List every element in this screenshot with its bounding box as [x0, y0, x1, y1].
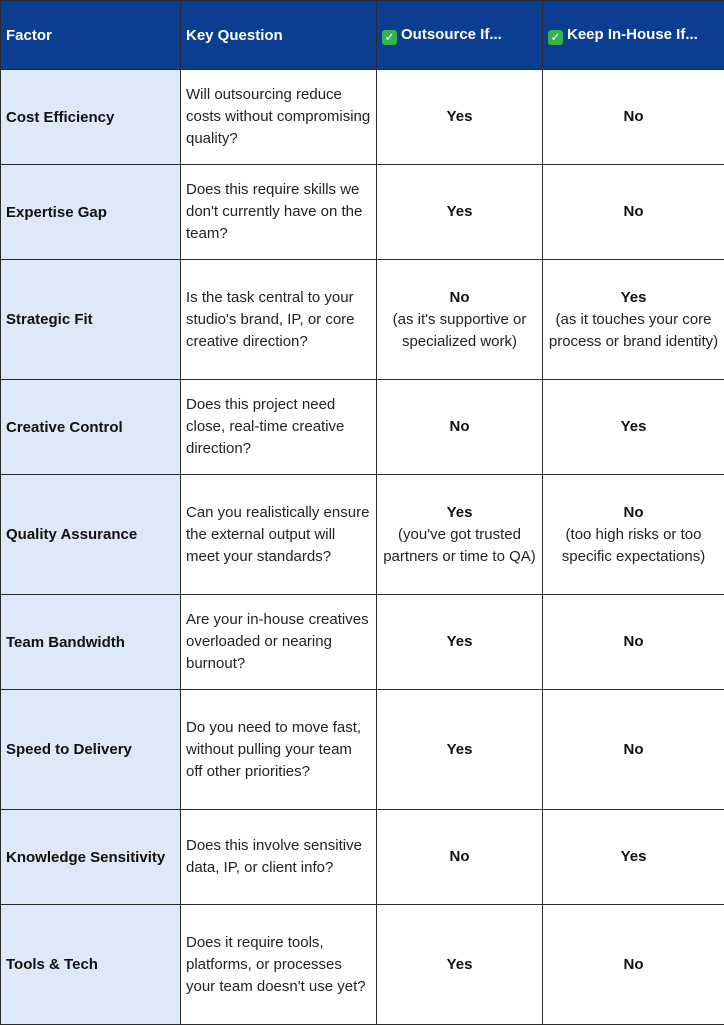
header-key-question: Key Question	[181, 1, 377, 70]
factor-cell: Creative Control	[1, 380, 181, 475]
in-house-cell	[543, 165, 724, 260]
in-house-cell	[543, 810, 724, 905]
factor-cell: Speed to Delivery	[1, 690, 181, 810]
question-cell: Does this involve sensitive data, IP, or client info?	[181, 810, 377, 905]
table-row	[1, 475, 724, 595]
outsource-answer: Yes	[382, 954, 537, 976]
header-in-house	[543, 1, 724, 70]
header-outsource-label: Outsource If...	[401, 26, 502, 43]
in-house-answer: Yes	[548, 416, 719, 438]
check-mark-icon: ✓	[382, 30, 397, 45]
outsource-cell	[377, 165, 543, 260]
outsource-note: (you've got trusted partners or time to QA)	[382, 524, 537, 568]
header-in-house-label: Keep In-House If...	[567, 26, 698, 43]
in-house-answer: Yes	[548, 846, 719, 868]
outsource-cell	[377, 70, 543, 165]
in-house-cell	[543, 70, 724, 165]
question-cell: Will outsourcing reduce costs without compromising quality?	[181, 70, 377, 165]
table-row	[1, 810, 724, 905]
question-cell: Can you realistically ensure the external output will meet your standards?	[181, 475, 377, 595]
factor-cell: Tools & Tech	[1, 905, 181, 1025]
in-house-cell	[543, 260, 724, 380]
in-house-cell	[543, 475, 724, 595]
outsource-cell	[377, 380, 543, 475]
outsource-cell	[377, 690, 543, 810]
in-house-note: (as it touches your core process or brand identity)	[548, 309, 719, 353]
header-row	[1, 1, 724, 70]
factor-cell: Cost Efficiency	[1, 70, 181, 165]
outsource-cell	[377, 810, 543, 905]
in-house-cell	[543, 690, 724, 810]
outsource-answer: No	[382, 287, 537, 309]
outsource-answer: No	[382, 416, 537, 438]
outsource-answer: Yes	[382, 502, 537, 524]
question-cell: Is the task central to your studio's brand, IP, or core creative direction?	[181, 260, 377, 380]
outsource-answer: Yes	[382, 201, 537, 223]
outsource-answer: Yes	[382, 106, 537, 128]
table-row	[1, 380, 724, 475]
factor-cell: Knowledge Sensitivity	[1, 810, 181, 905]
header-outsource	[377, 1, 543, 70]
in-house-cell	[543, 595, 724, 690]
in-house-cell	[543, 380, 724, 475]
outsource-cell	[377, 260, 543, 380]
table-row	[1, 70, 724, 165]
outsource-answer: No	[382, 846, 537, 868]
header-factor: Factor	[1, 1, 181, 70]
question-cell: Are your in-house creatives overloaded or nearing burnout?	[181, 595, 377, 690]
table-row	[1, 690, 724, 810]
question-cell: Do you need to move fast, without pulling your team off other priorities?	[181, 690, 377, 810]
table-row	[1, 260, 724, 380]
table-row	[1, 165, 724, 260]
in-house-cell	[543, 905, 724, 1025]
in-house-answer: No	[548, 201, 719, 223]
table-row	[1, 595, 724, 690]
table-row	[1, 905, 724, 1025]
in-house-answer: No	[548, 106, 719, 128]
question-cell: Does this require skills we don't currently have on the team?	[181, 165, 377, 260]
factor-cell: Team Bandwidth	[1, 595, 181, 690]
in-house-answer: No	[548, 954, 719, 976]
in-house-answer: No	[548, 739, 719, 761]
factor-cell: Strategic Fit	[1, 260, 181, 380]
outsource-cell	[377, 475, 543, 595]
outsource-cell	[377, 595, 543, 690]
outsource-note: (as it's supportive or specialized work)	[382, 309, 537, 353]
in-house-answer: No	[548, 631, 719, 653]
factor-cell: Expertise Gap	[1, 165, 181, 260]
outsource-answer: Yes	[382, 631, 537, 653]
factor-cell: Quality Assurance	[1, 475, 181, 595]
outsource-cell	[377, 905, 543, 1025]
question-cell: Does it require tools, platforms, or processes your team doesn't use yet?	[181, 905, 377, 1025]
question-cell: Does this project need close, real-time creative direction?	[181, 380, 377, 475]
outsource-answer: Yes	[382, 739, 537, 761]
in-house-note: (too high risks or too specific expectations)	[548, 524, 719, 568]
check-mark-icon: ✓	[548, 30, 563, 45]
in-house-answer: No	[548, 502, 719, 524]
in-house-answer: Yes	[548, 287, 719, 309]
